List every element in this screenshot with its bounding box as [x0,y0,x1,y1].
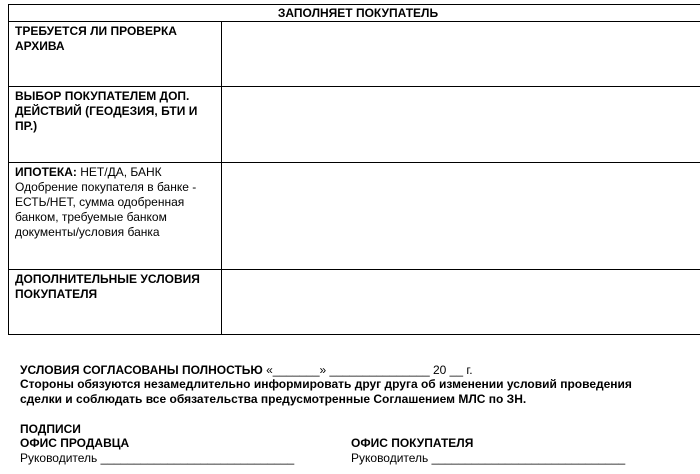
extra-actions-label: ВЫБОР ПОКУПАТЕЛЕМ ДОП. ДЕЙСТВИЙ (ГЕОДЕЗИЯ, БТИ И ПР.) [9,87,222,163]
seller-office-label: ОФИС ПРОДАВЦА [20,436,130,450]
signatures-heading-block [20,422,81,437]
table-row [9,87,700,163]
buyer-signature-block [351,436,625,466]
mortgage-options: НЕТ/ДА, БАНК [76,165,162,179]
agreement-line [20,363,473,378]
table-header: ЗАПОЛНЯЕТ ПОКУПАТЕЛЬ [9,5,700,22]
archive-check-label: ТРЕБУЕТСЯ ЛИ ПРОВЕРКА АРХИВА [9,22,222,87]
extra-actions-value[interactable] [222,87,700,163]
table-row [9,163,700,270]
mortgage-label: ИПОТЕКА: [15,165,77,179]
buyer-form-table [8,4,700,335]
buyer-conditions-value[interactable] [222,270,700,335]
buyer-office-label: ОФИС ПОКУПАТЕЛЯ [351,436,474,450]
buyer-signature-line: Руководитель _____________________________ [351,451,626,465]
mortgage-note: Одобрение покупателя в банке - ЕСТЬ/НЕТ, сумма одобренная банком, требуемые банком документы/условия банка [15,180,197,239]
notice-line-1: Стороны обязуются незамедлительно информировать друг друга об изменении условий проведения [20,377,632,391]
archive-check-value[interactable] [222,22,700,87]
notice-line-2: сделки и соблюдать все обязательства предусмотренные Соглашением МЛС по ЗН. [20,392,527,406]
agreement-date-blank: «_______» _______________ 20 __ г. [262,363,473,377]
table-row [9,22,700,87]
seller-signature-line: Руководитель _____________________________ [20,451,295,465]
seller-signature-block [20,436,294,466]
buyer-conditions-label: ДОПОЛНИТЕЛЬНЫЕ УСЛОВИЯ ПОКУПАТЕЛЯ [9,270,222,335]
agreement-title: УСЛОВИЯ СОГЛАСОВАНЫ ПОЛНОСТЬЮ [20,363,263,377]
obligations-notice [20,377,632,407]
table-row [9,270,700,335]
signatures-heading: ПОДПИСИ [20,422,81,436]
mortgage-label-cell [9,163,222,270]
mortgage-value[interactable] [222,163,700,270]
